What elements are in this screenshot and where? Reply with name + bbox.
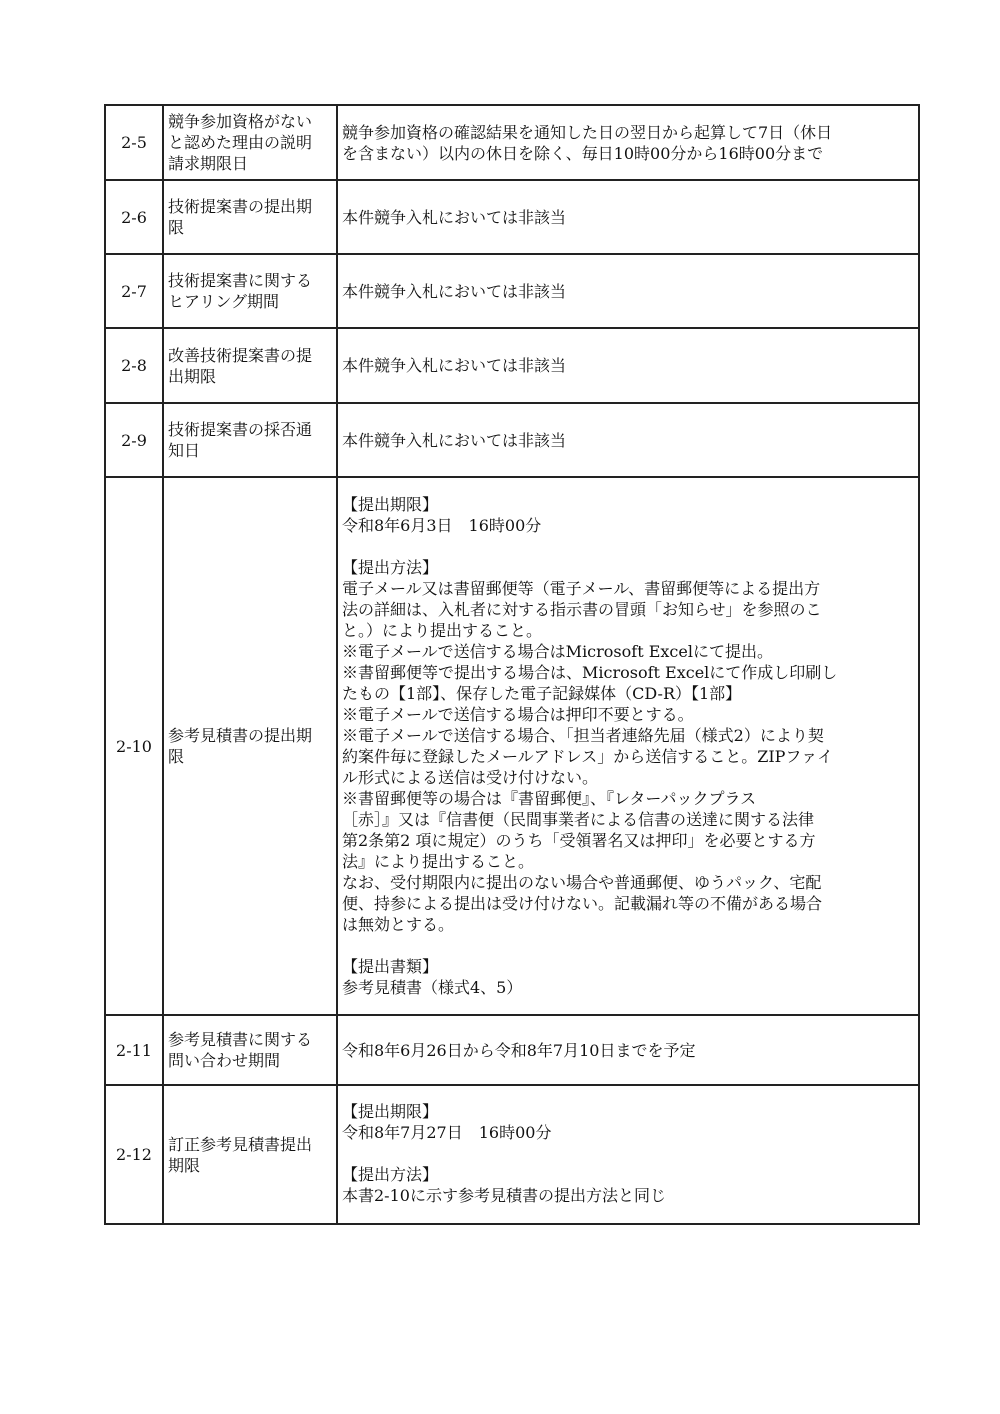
- content-line: たもの【1部】、保存した電子記録媒体（CD-R）【1部】: [342, 684, 742, 703]
- content-line: を含まない）以内の休日を除く、毎日10時00分から16時00分まで: [342, 143, 824, 163]
- content-line: 便、持参による提出は受け付けない。記載漏れ等の不備がある場合: [342, 894, 823, 913]
- table-row: [105, 328, 919, 403]
- table-row: [105, 1085, 919, 1224]
- content-line: 【提出方法】: [342, 558, 439, 577]
- content-line: 令和8年7月27日 16時00分: [342, 1123, 552, 1142]
- content-line: 参考見積書（様式4、5）: [342, 978, 523, 997]
- content-line: 第2条第2 項に規定）のうち「受領署名又は押印」を必要とする方: [342, 831, 816, 850]
- item-label-line: 問い合わせ期間: [168, 1051, 281, 1070]
- item-label-line: 訂正参考見積書提出: [168, 1134, 313, 1154]
- item-label-line: 限: [168, 218, 185, 237]
- item-label-line: 競争参加資格がない: [168, 112, 313, 131]
- row-content: [337, 1085, 919, 1224]
- table-row: [105, 180, 919, 254]
- row-content: [337, 254, 919, 328]
- content-line: 本件競争入札においては非該当: [342, 356, 567, 375]
- row-number: 2-5: [105, 105, 163, 180]
- content-line: ル形式による送信は受け付けない。: [342, 768, 599, 787]
- item-label-line: 限: [168, 747, 185, 766]
- content-line: 【提出期限】: [342, 495, 439, 514]
- content-line: 本件競争入札においては非該当: [342, 281, 567, 301]
- content-line: ※書留郵便等で提出する場合は、Microsoft Excelにて作成し印刷し: [342, 663, 838, 682]
- item-label-line: ヒアリング期間: [168, 292, 280, 311]
- row-content: [337, 403, 919, 477]
- row-number: 2-9: [105, 403, 163, 477]
- content-line: 【提出方法】: [342, 1165, 439, 1184]
- content-line: 競争参加資格の確認結果を通知した日の翌日から起算して7日（休日: [342, 122, 833, 142]
- row-item-label: [163, 477, 337, 1015]
- content-line: 約案件毎に登録したメールアドレス」から送信すること。ZIPファイ: [342, 747, 834, 766]
- row-content: [337, 180, 919, 254]
- row-content: [337, 1015, 919, 1085]
- table-row: [105, 105, 919, 180]
- content-line: なお、受付期限内に提出のない場合や普通郵便、ゆうパック、宅配: [342, 873, 822, 892]
- content-line: 本書2-10に示す参考見積書の提出方法と同じ: [342, 1186, 666, 1205]
- blank-line: [342, 1143, 914, 1164]
- row-item-label: [163, 180, 337, 254]
- blank-line: [342, 536, 914, 557]
- item-label-line: と認めた理由の説明: [168, 133, 313, 152]
- content-line: 法』により提出すること。: [342, 852, 535, 871]
- item-label-line: 参考見積書に関する: [168, 1030, 313, 1049]
- content-line: 令和8年6月3日 16時00分: [342, 516, 542, 535]
- item-label-line: 期限: [168, 1155, 201, 1175]
- row-number: 2-11: [105, 1015, 163, 1085]
- content-line: ※電子メールで送信する場合は押印不要とする。: [342, 705, 694, 724]
- schedule-table: [104, 104, 920, 1225]
- row-item-label: [163, 1085, 337, 1224]
- row-content: [337, 105, 919, 180]
- content-line: 法の詳細は、入札者に対する指示書の冒頭「お知らせ」を参照のこ: [342, 600, 822, 619]
- content-line: 令和8年6月26日から令和8年7月10日までを予定: [342, 1040, 696, 1060]
- content-line: ※電子メールで送信する場合はMicrosoft Excelにて提出。: [342, 642, 773, 661]
- content-line: 本件競争入札においては非該当: [342, 430, 567, 450]
- table-row: [105, 254, 919, 328]
- row-item-label: [163, 1015, 337, 1085]
- content-line: と。）により提出すること。: [342, 621, 543, 640]
- content-line: 電子メール又は書留郵便等（電子メール、書留郵便等による提出方: [342, 579, 821, 598]
- row-item-label: [163, 105, 337, 180]
- content-line: ［赤］』又は『信書便（民間事業者による信書の送達に関する法律: [342, 810, 815, 829]
- table-row: [105, 403, 919, 477]
- schedule-table-body: [105, 105, 919, 1224]
- content-line: 【提出期限】: [342, 1102, 439, 1121]
- content-line: 本件競争入札においては非該当: [342, 207, 567, 227]
- row-item-label: [163, 328, 337, 403]
- content-line: ※書留郵便等の場合は『書留郵便』、『レターパックプラス: [342, 789, 757, 808]
- table-row: [105, 1015, 919, 1085]
- item-label-line: 技術提案書に関する: [168, 271, 313, 290]
- row-number: 2-10: [105, 477, 163, 1015]
- row-item-label: [163, 254, 337, 328]
- row-number: 2-6: [105, 180, 163, 254]
- content-line: ※電子メールで送信する場合、「担当者連絡先届（様式2）により契: [342, 726, 824, 745]
- row-item-label: [163, 403, 337, 477]
- item-label-line: 技術提案書の提出期: [168, 197, 313, 216]
- item-label-line: 出期限: [168, 366, 217, 386]
- item-label-line: 参考見積書の提出期: [168, 726, 313, 745]
- item-label-line: 知日: [168, 441, 201, 460]
- table-row: [105, 477, 919, 1015]
- item-label-line: 技術提案書の採否通: [168, 420, 313, 439]
- row-number: 2-12: [105, 1085, 163, 1224]
- content-line: は無効とする。: [342, 915, 455, 934]
- item-label-line: 改善技術提案書の提: [168, 345, 313, 365]
- row-content: [337, 477, 919, 1015]
- item-label-line: 請求期限日: [168, 154, 249, 173]
- content-line: 【提出書類】: [342, 957, 439, 976]
- row-number: 2-8: [105, 328, 163, 403]
- row-content: [337, 328, 919, 403]
- row-number: 2-7: [105, 254, 163, 328]
- blank-line: [342, 935, 914, 956]
